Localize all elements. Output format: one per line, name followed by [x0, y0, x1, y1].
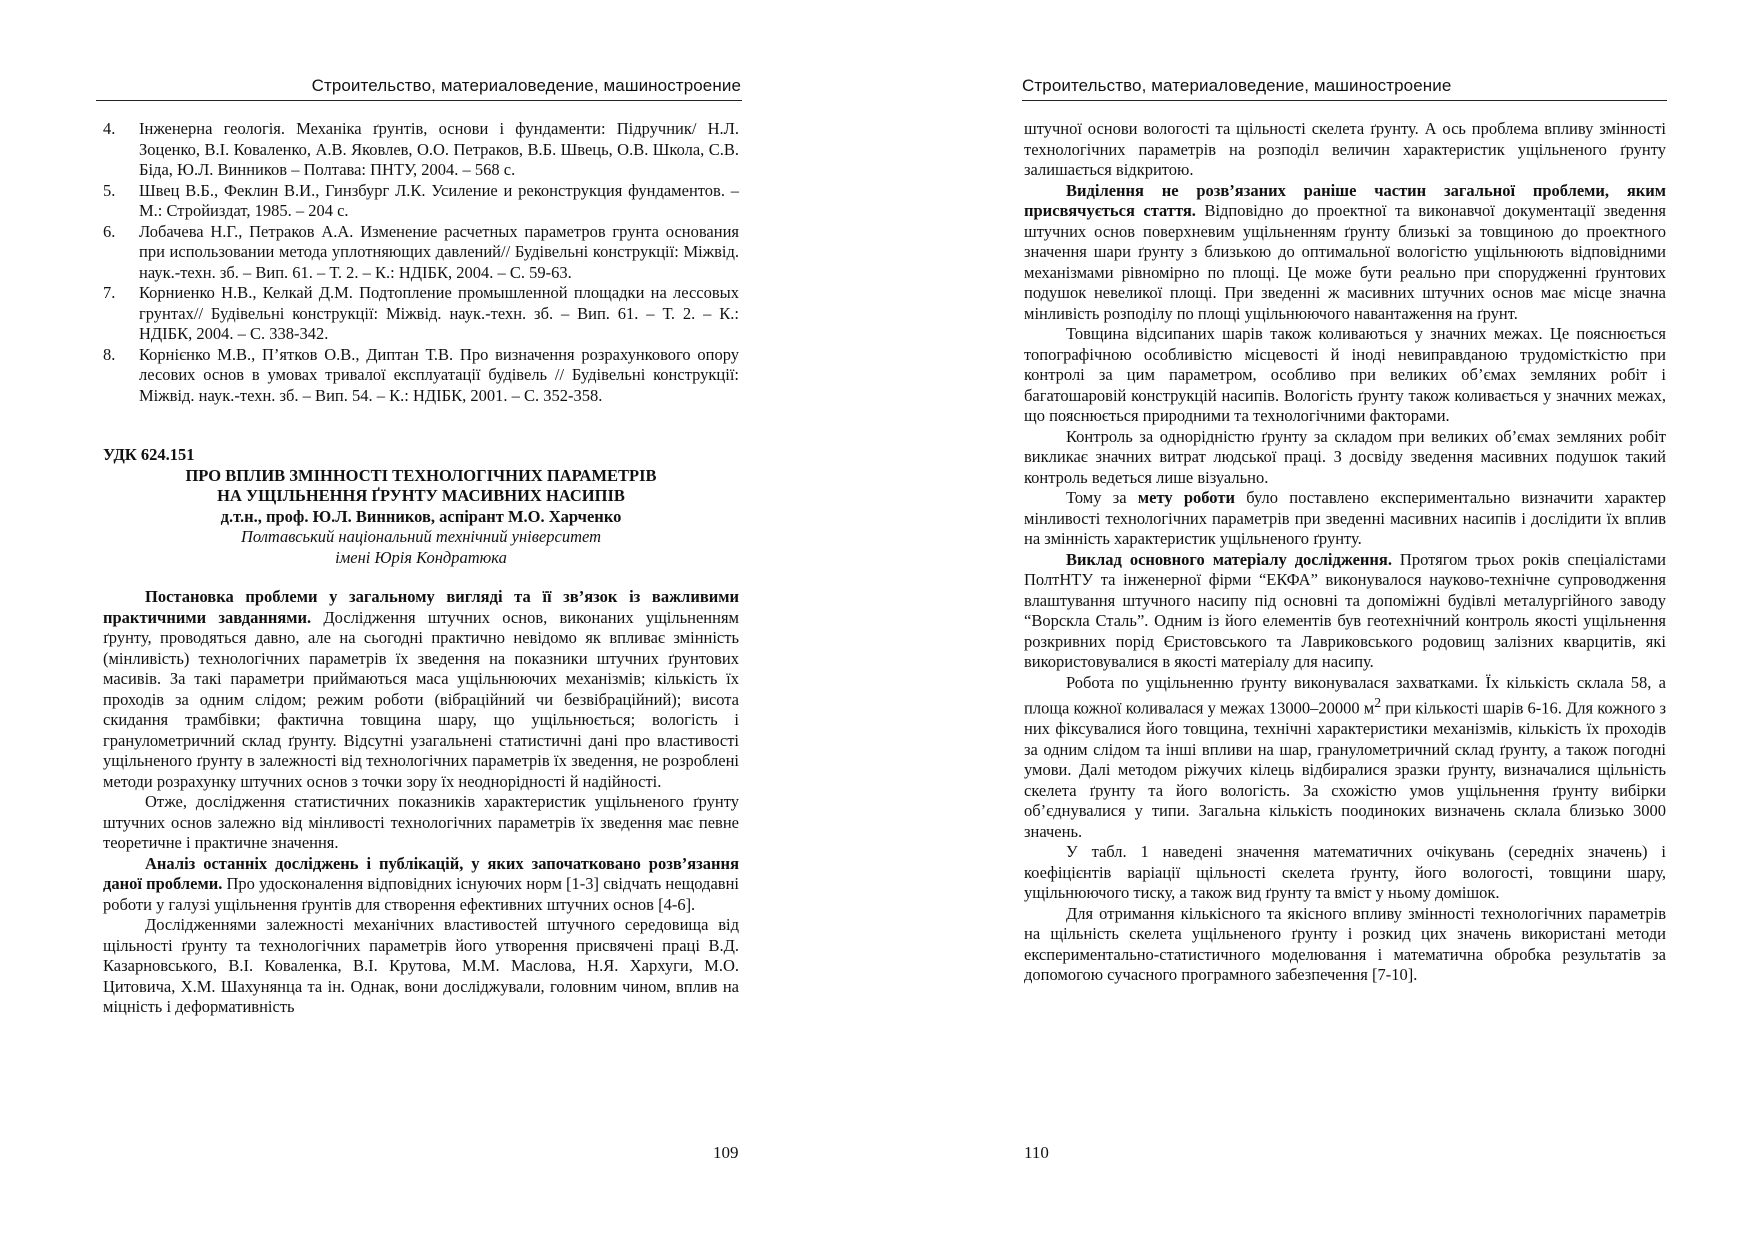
paragraph-text: Тому за	[1066, 488, 1138, 507]
affiliation-line: Полтавський національний технічний університет	[240, 527, 602, 546]
body-paragraph: Товщина відсипаних шарів також коливаються у значних межах. Це пояснюється топографічною особливістю місцевості й іноді невиправданою трудомісткістю при контролі за цим параметром, особливо при великих об’ємах земляних робіт і багатошаровій конструкцій насипів. Вологість ґрунту також коливається у значних межах, що пояснюється природними та технологічними факторами.	[1024, 324, 1666, 425]
affiliation-line: імені Юрія Кондратюка	[335, 547, 507, 567]
body-paragraph	[103, 854, 739, 916]
body-paragraph: Дослідженнями залежності механічних властивостей штучного середовища від щільності ґрунту та технологічних параметрів його утворення присвячені праці В.Д. Казарновського, В.І. Коваленка, В.І. Крутова, М.М. Маслова, Н.Я. Хархуги, М.О. Цитовича, Х.М. Шахунянца та ін. Однак, вони досліджували, головним чином, вплив на міцність і деформативність	[103, 915, 739, 1016]
section-heading: Виділення не розв’язаних раніше частин загальної проблеми, яким присвячується стаття.	[1024, 180, 1666, 220]
body-paragraph: Контроль за однорідністю ґрунту за складом при великих об’ємах земляних робіт викликає значних витрат людської праці. З досвіду зведення масивних подушок такий контроль ведеться лише візуально.	[1024, 426, 1666, 487]
paragraph-text: при кількості шарів 6-16. Для кожного з них фіксувалися його товщина, технічні характеристики механізмів, кількість їх проходів за одним слідом та інші впливи на шар, гранулометричний склад ґрунту, а також погодні умови. Далі методом ріжучих кілець відбиралися зразки ґрунту, визначалися щільність скелета ґрунту та його вологість. За схожістю умов ущільнення ґрунту вибірки об’єднувалися у типи. Загальна кількість поодиноких визначень склала близько 3000 значень.	[1024, 698, 1666, 841]
udc-code: УДК 624.151	[103, 445, 195, 464]
body-paragraph	[1024, 673, 1666, 843]
reference-number: 6.	[103, 221, 116, 241]
body-paragraph	[103, 587, 739, 792]
paragraph-text: Робота по ущільненню ґрунту виконувалася захватками. Їх кількість склала 58, а площа кожної коливалася у межах 13000–20000 м	[1024, 672, 1666, 718]
reference-text: Корниенко Н.В., Келкай Д.М. Подтопление промышленной площадки на лессовых грунтах// Будівельні конструкції: Міжвід. наук.-техн. зб. – Вип. 61. – Т. 2. – К.: НДІБК, 2004. – С. 338-342.	[139, 283, 739, 343]
paragraph-text: Про удосконалення відповідних існуючих норм [1-3] свідчать нещодавні роботи у галузі ущільнення ґрунтів для створення ефективних штучних основ [4-6].	[103, 874, 739, 914]
header-rule	[96, 100, 742, 101]
paragraph-text: було поставлено експериментально визначити характер мінливості технологічних параметрів при зведенні масивних насипів і дослідити їх вплив на змінність характеристик ущільненого ґрунту.	[1024, 488, 1667, 548]
body-paragraph	[1024, 550, 1666, 673]
page-number: 110	[1024, 1143, 1049, 1162]
page-content	[1024, 119, 1666, 986]
body-paragraph: У табл. 1 наведені значення математичних очікувань (середніх значень) і коефіцієнтів варіації щільності скелета ґрунту, його вологості, товщини шару, ущільнюючого тиску, а також вид ґрунту та вміст у ньому домішок.	[1024, 842, 1666, 902]
superscript: 2	[1374, 695, 1382, 710]
reference-item	[103, 222, 739, 284]
section-heading: Виклад основного матеріалу дослідження.	[1066, 549, 1392, 569]
emphasis-text: мету роботи	[1137, 488, 1235, 507]
paragraph-text: Дослідження штучних основ, виконаних ущільненням ґрунту, проводяться давно, але на сьогодні практично невідомо як впливає змінність (мінливість) технологічних параметрів їх зведення на показники штучних ґрунтових масивів. За такі параметри приймаються маса ущільнюючих механізмів; кількість їх проходів за одним слідом; режим роботи (вібраційний чи безвібраційний); висота скидання трамбівки; фактична товщина шару, що ущільнюється; вологість і гранулометричний склад ґрунту. Відсутні узагальнені статистичні дані про властивості ущільненого ґрунту в залежності від технологічних параметрів їх зведення, не розроблені методи розрахунку штучних основ з точки зору їх неоднорідності й надійності.	[103, 607, 739, 791]
reference-item	[103, 119, 739, 181]
reference-text: Інженерна геологія. Механіка ґрунтів, основи і фундаменти: Підручник/ Н.Л. Зоценко, В.І. Коваленко, А.В. Яковлев, О.О. Петраков, В.Б. Швець, О.В. Школа, С.В. Біда, Ю.Л. Винников – Полтава: ПНТУ, 2004. – 568 с.	[139, 119, 739, 179]
page-content	[103, 119, 739, 1018]
reference-number: 5.	[103, 180, 116, 200]
reference-number: 4.	[103, 119, 116, 138]
article-authors: д.т.н., проф. Ю.Л. Винников, аспірант М.О. Харченко	[220, 506, 622, 526]
reference-text: Швец В.Б., Феклин В.И., Гинзбург Л.К. Усиление и реконструкция фундаментов. – М.: Стройиздат, 1985. – 204 с.	[139, 180, 739, 220]
running-header: Строительство, материаловедение, машиностроение	[1022, 76, 1452, 95]
reference-number: 8.	[103, 344, 116, 364]
running-header: Строительство, материаловедение, машиностроение	[311, 76, 741, 95]
reference-item	[103, 283, 739, 345]
section-heading: Постановка проблеми у загальному вигляді та її зв’язок із важливими практичними завданнями.	[103, 587, 739, 627]
section-spacer	[103, 406, 739, 445]
header-rule	[1022, 100, 1667, 101]
paragraph-text: Протягом трьох років спеціалістами ПолтНТУ та інженерної фірми “ЕКФА” виконувалося науково-технічне супроводження влаштування штучного насипу під основні та допоміжні будівлі металургійного заводу “Ворскла Сталь”. Одним із його елементів був геотехнічний контроль якості ущільнення розкривних порід Єристовського та Лавриковського родовищ залізних кварцитів, які використовувалися в якості матеріалу для насипу.	[1024, 549, 1666, 671]
section-gap	[103, 568, 739, 587]
page-number: 109	[713, 1143, 739, 1162]
body-paragraph	[1024, 488, 1666, 550]
body-paragraph: Для отримання кількісного та якісного впливу змінності технологічних параметрів на щільність скелета ущільненого ґрунту і розкид цих значень використані методи експериментально-статистичного моделювання і математична обробка результатів за допомогою сучасного програмного забезпечення [7-10].	[1024, 903, 1666, 984]
article-title-line: ПРО ВПЛИВ ЗМІННОСТІ ТЕХНОЛОГІЧНИХ ПАРАМЕТРІВ	[185, 465, 657, 485]
body-paragraph	[1024, 181, 1666, 325]
right-page	[877, 0, 1754, 1240]
reference-item	[103, 345, 739, 407]
reference-list	[103, 119, 739, 406]
body-paragraph: Отже, дослідження статистичних показників характеристик ущільненого ґрунту штучних основ залежно від мінливості технологічних параметрів їх зведення має певне теоретичне і практичне значення.	[103, 792, 739, 852]
reference-text: Лобачева Н.Г., Петраков А.А. Изменение расчетных параметров грунта основания при использовании метода уплотняющих давлений// Будівельні конструкції: Міжвід. наук.-техн. зб. – Вип. 61. – Т. 2. – К.: НДІБК, 2004. – С. 59-63.	[139, 221, 739, 282]
section-heading: Аналіз останніх досліджень і публікацій, у яких започатковано розв’язання даної проблеми.	[103, 853, 739, 893]
reference-number: 7.	[103, 283, 116, 302]
paragraph-text: Відповідно до проектної та виконавчої документації зведення штучних основ поверхневим ущільненням ґрунту близькі за товщиною до проектного значення шари ґрунту з близькою до оптимальної вологістю ущільнюють відповідними механізмами рівномірно по площі. Це може бути реально при спорудженні ґрунтових подушок невеликої площі. При зведенні ж масивних штучних основ має місце значна мінливість розподілу по площі ущільнюючого навантаження на ґрунт.	[1024, 201, 1666, 323]
article-title-line: НА УЩІЛЬНЕННЯ ҐРУНТУ МАСИВНИХ НАСИПІВ	[217, 486, 625, 505]
body-paragraph: штучної основи вологості та щільності скелета ґрунту. А ось проблема впливу змінності технологічних параметрів на розподіл величин характеристик ущільненого ґрунту залишається відкритою.	[1024, 119, 1666, 179]
reference-item	[103, 181, 739, 222]
reference-text: Корнієнко М.В., П’ятков О.В., Диптан Т.В. Про визначення розрахункового опору лесових основ в умовах тривалої експлуатації будівель // Будівельні конструкції: Міжвід. наук.-техн. зб. – Вип. 54. – К.: НДІБК, 2001. – С. 352-358.	[139, 344, 739, 405]
